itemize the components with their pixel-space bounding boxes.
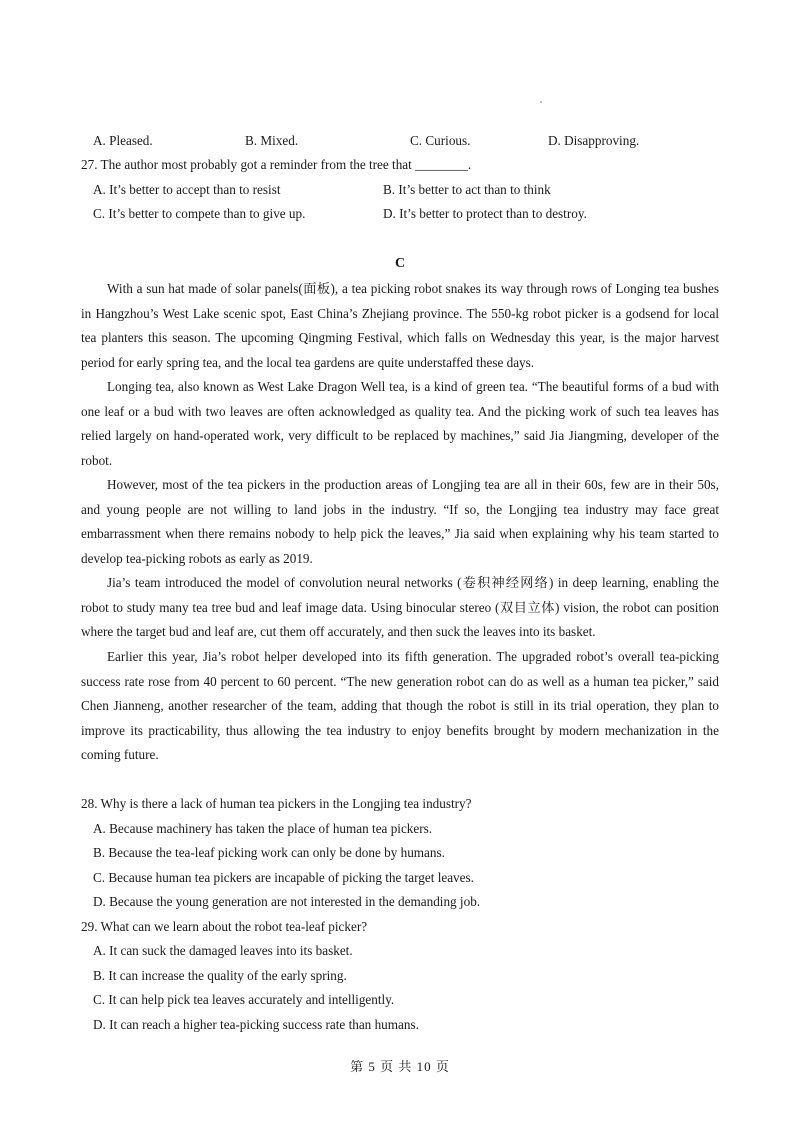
q27-stem: 27. The author most probably got a reminder from the tree that ________.	[81, 157, 472, 172]
q29-option-b: B. It can increase the quality of the early spring.	[93, 968, 347, 983]
section-c-title: C	[394, 256, 406, 271]
q28-option-b: B. Because the tea-leaf picking work can only be done by humans.	[93, 845, 445, 860]
scan-speck	[540, 101, 542, 103]
q28-option-c: C. Because human tea pickers are incapable of picking the target leaves.	[93, 870, 474, 885]
q27-option-a: A. It’s better to accept than to resist	[93, 182, 281, 197]
q29-option-c: C. It can help pick tea leaves accurately and intelligently.	[93, 992, 395, 1007]
q27-option-d: D. It’s better to protect than to destroy.	[383, 206, 587, 221]
paragraph-2-text: Longing tea, also known as West Lake Dragon Well tea, is a kind of green tea. “The beautiful forms of a bud with one leaf or a bud with two leaves are often acknowledged as quality tea. And the picking work of such tea leaves has relied largely on hand-operated work, very difficult to be replaced by machines,” said Jia Jiangming, developer of the robot.	[81, 379, 719, 468]
passage-paragraph-3	[81, 473, 719, 571]
q29-option-d: D. It can reach a higher tea-picking success rate than humans.	[93, 1017, 419, 1032]
paragraph-4-text: Jia’s team introduced the model of convolution neural networks (卷积神经网络) in deep learning, enabling the robot to study many tea tree bud and leaf image data. Using binocular stereo (双目立体) vision, the robot can position where the target bud and leaf are, cut them off accurately, and then suck the leaves into its basket.	[81, 575, 719, 640]
passage-paragraph-2	[81, 375, 719, 473]
q29-option-a: A. It can suck the damaged leaves into its basket.	[93, 943, 353, 958]
paragraph-1-text: With a sun hat made of solar panels(面板), a tea picking robot snakes its way through rows of Longing tea bushes in Hangzhou’s West Lake scenic spot, East China’s Zhejiang province. The 550-kg robot picker is a godsend for local tea planters this season. The upcoming Qingming Festival, which falls on Wednesday this year, is the major harvest period for early spring tea, and the local tea gardens are quite understaffed these days.	[81, 281, 719, 370]
q26-option-b: B. Mixed.	[245, 133, 299, 148]
q26-option-c: C. Curious.	[410, 133, 471, 148]
q29-stem: 29. What can we learn about the robot tea-leaf picker?	[81, 919, 368, 934]
q27-option-b: B. It’s better to act than to think	[383, 182, 551, 197]
page-number-footer: 第 5 页 共 10 页	[350, 1059, 450, 1074]
paragraph-3-text: However, most of the tea pickers in the production areas of Longjing tea are all in their 60s, few are in their 50s, and young people are not willing to land jobs in the industry. “If so, the Longjing tea industry may face great embarrassment when there remains nobody to help pick the leaves,” Jia said when explaining why his team started to develop tea-picking robots as early as 2019.	[81, 477, 719, 566]
q26-option-d: D. Disapproving.	[548, 133, 640, 148]
q26-option-a: A. Pleased.	[93, 133, 153, 148]
q28-option-a: A. Because machinery has taken the place of human tea pickers.	[93, 821, 433, 836]
q28-stem: 28. Why is there a lack of human tea pickers in the Longjing tea industry?	[81, 796, 472, 811]
passage-paragraph-1	[81, 277, 719, 375]
passage-paragraph-5	[81, 645, 719, 768]
q28-option-d: D. Because the young generation are not interested in the demanding job.	[93, 894, 481, 909]
passage-paragraph-4	[81, 571, 719, 645]
q27-option-c: C. It’s better to compete than to give up.	[93, 206, 306, 221]
paragraph-5-text: Earlier this year, Jia’s robot helper developed into its fifth generation. The upgraded robot’s overall tea-picking success rate rose from 40 percent to 60 percent. “The new generation robot can do as well as a human tea picker,” said Chen Jianneng, another researcher of the team, adding that though the robot is still in its trial operation, they plan to improve its practicability, thus allowing the tea industry to enjoy benefits brought by modern mechanization in the coming future.	[81, 649, 719, 763]
